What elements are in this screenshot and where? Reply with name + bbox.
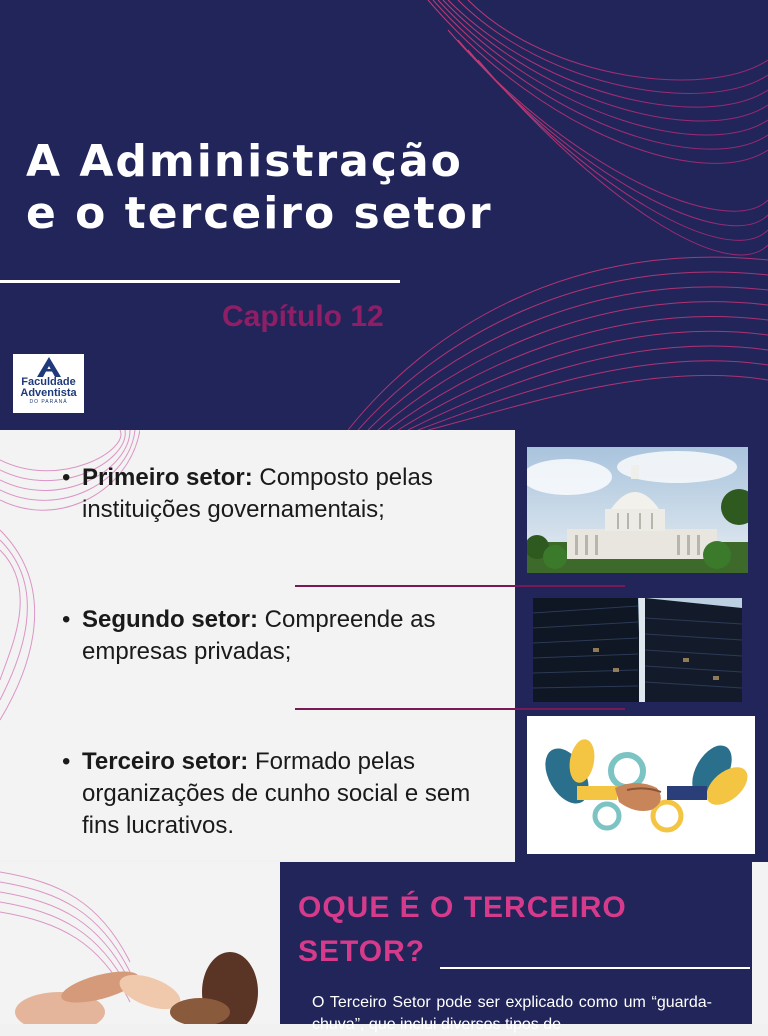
logo-text-line-2: Adventista [20,387,77,399]
what-is-title [298,886,627,974]
handshake-illustration [527,716,755,854]
what-is-underline [440,967,750,969]
what-is-body: O Terceiro Setor pode ser explicado como um “guarda-chuva”, que inclui diversos tipos de [312,994,712,1033]
page-title [26,136,493,240]
sector-label: Segundo setor: [82,606,259,633]
connector-line [295,585,625,587]
skyscrapers-photo [533,598,742,702]
logo-text-line-1: Faculdade [21,376,76,388]
logo-text-line-3: DO PARANÁ [29,399,68,405]
connector-line [295,708,625,710]
sector-description: Composto pelas instituições governamentais; [82,464,433,523]
capitol-building-photo [527,447,748,573]
chapter-label: Capítulo 12 [222,300,384,333]
right-margin-strip [752,862,768,1024]
title-line-2: e o terceiro setor [26,188,493,239]
bullet-icon: • [62,606,71,633]
what-is-panel [280,862,752,1033]
bottom-ribbon-decoration [0,862,280,1024]
sector-label: Terceiro setor: [82,748,249,775]
title-line-1: A Administração [26,136,463,187]
what-is-title-line-1: OQUE É O TERCEIRO [298,891,627,924]
what-is-title-line-2: SETOR? [298,935,426,968]
logo-a-icon [37,357,61,377]
sector-description: Formado pelas organizações de cunho social e sem fins lucrativos. [82,748,471,839]
bullet-icon: • [62,748,71,775]
faculty-logo [13,354,84,413]
title-underline [0,280,400,283]
bullet-icon: • [62,464,71,491]
sector-description: Compreende as empresas privadas; [82,606,436,665]
hero-banner [0,0,768,430]
sector-label: Primeiro setor: [82,464,253,491]
